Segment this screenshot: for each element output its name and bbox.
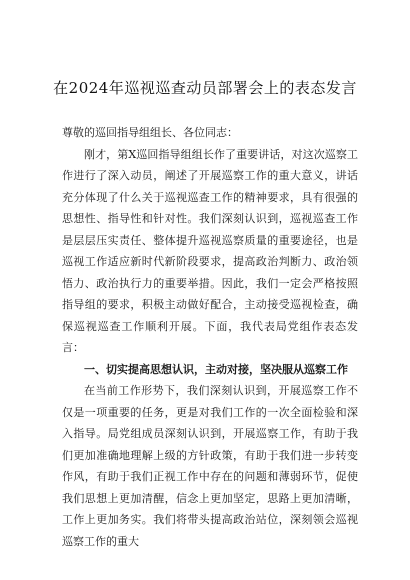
section-heading-1: 一、切实提高思想认识，主动对接，坚决服从巡察工作 xyxy=(84,362,348,376)
document-title: 在2024年巡视巡查动员部署会上的表态发言 xyxy=(53,79,357,97)
salutation: 尊敬的巡回指导组组长、各位同志： xyxy=(62,126,238,139)
document-body xyxy=(62,122,358,552)
paragraph-1: 刚才，第X巡回指导组组长作了重要讲话，对这次巡察工作进行了深入动员，阐述了开展巡察工作的重大意义，讲话充分体现了什么关于巡视巡查工作的精神要求，具有很强的思想性、指导性和针对性。我们深刻认识到，巡视巡查工作是层层压实责任、整体提升巡视巡察质量的重要途径，也是巡视工作适应新时代新阶段要求，提高政治判断力、政治领悟力、政治执行力的重要举措。因此，我们一定会严格按照指导组的要求，积极主动做好配合，主动接受巡视检查，确保巡视巡查工作顺利开展。下面，我代表局党组作表态发言： xyxy=(62,147,358,354)
paragraph-2: 在当前工作形势下，我们深刻认识到，开展巡察工作不仅是一项重要的任务，更是对我们工作的一次全面检验和深入指导。局党组成员深刻认识到，开展巡察工作，有助于我们更加准确地理解上级的方针政策，有助于我们进一步转变作风，有助于我们正视工作中存在的问题和薄弱环节，促使我们思想上更加清醒，信念上更加坚定，思路上更加清晰，工作上更加务实。我们将带头提高政治站位，深刻领会巡视巡察工作的重大 xyxy=(62,384,358,548)
